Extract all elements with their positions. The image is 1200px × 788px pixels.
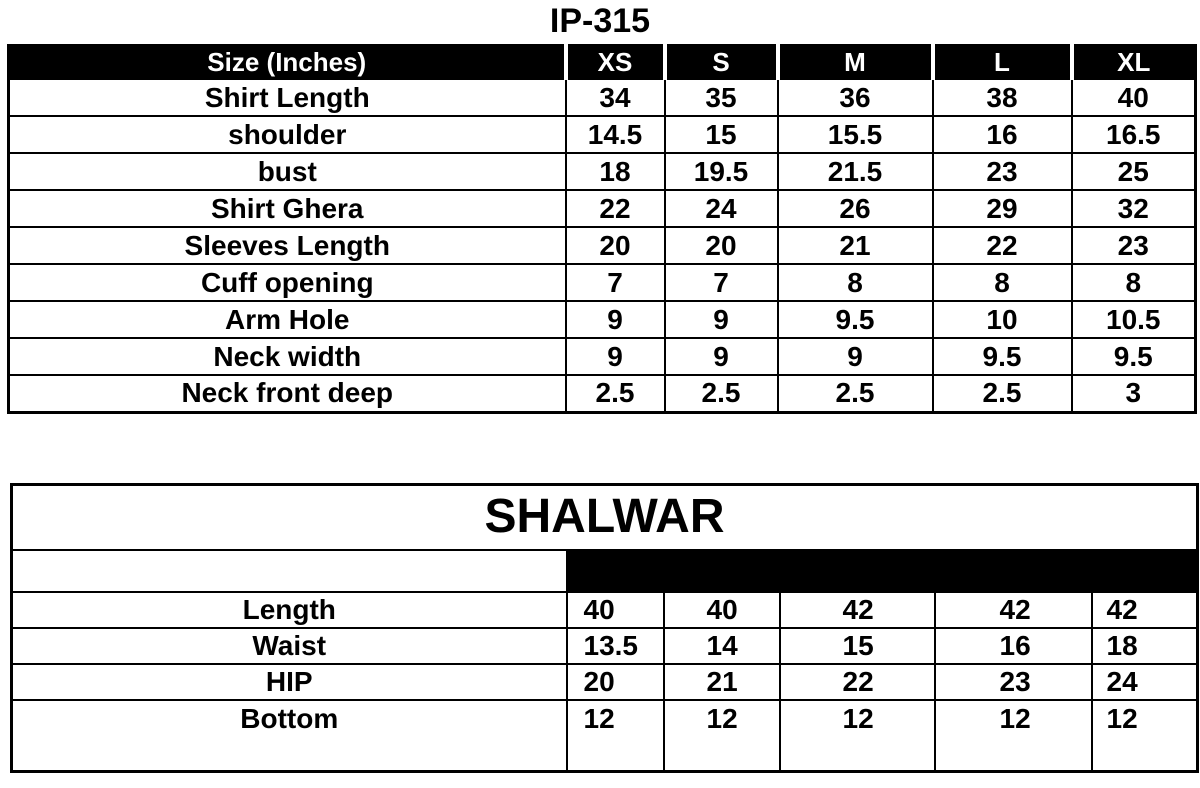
measurement-value: 24	[665, 190, 778, 227]
measurement-value: 9.5	[1072, 338, 1196, 375]
measurement-value: 12	[935, 700, 1092, 772]
measurement-value: 22	[566, 190, 665, 227]
measurement-value: 14.5	[566, 116, 665, 153]
measurement-value: 9	[566, 338, 665, 375]
blank-label-cell	[12, 550, 567, 592]
measurement-value: 42	[1092, 592, 1198, 628]
measurement-value: 21	[664, 664, 780, 700]
measurement-value: 9	[665, 338, 778, 375]
measurement-value: 12	[1092, 700, 1198, 772]
shalwar-data-rows	[12, 592, 1198, 772]
measurement-row	[9, 116, 1196, 153]
measurement-value: 26	[778, 190, 933, 227]
measurement-value: 12	[664, 700, 780, 772]
shirt-table-body	[9, 79, 1196, 412]
measurement-value: 15	[665, 116, 778, 153]
measurement-value: 16	[935, 628, 1092, 664]
measurement-label: bust	[9, 153, 566, 190]
measurement-value: 29	[933, 190, 1072, 227]
measurement-row	[9, 190, 1196, 227]
measurement-row	[9, 227, 1196, 264]
measurement-row	[12, 700, 1198, 772]
shirt-size-table	[7, 44, 1197, 414]
blank-header-cell	[1092, 550, 1198, 592]
measurement-value: 7	[566, 264, 665, 301]
measurement-label: Shirt Length	[9, 79, 566, 116]
measurement-row	[9, 79, 1196, 116]
measurement-label: Waist	[12, 628, 567, 664]
measurement-value: 42	[935, 592, 1092, 628]
measurement-value: 9	[665, 301, 778, 338]
measurement-value: 16	[933, 116, 1072, 153]
measurement-value: 25	[1072, 153, 1196, 190]
measurement-value: 8	[778, 264, 933, 301]
measurement-value: 12	[780, 700, 935, 772]
measurement-label: Arm Hole	[9, 301, 566, 338]
measurement-value: 21.5	[778, 153, 933, 190]
measurement-value: 24	[1092, 664, 1198, 700]
measurement-label: Bottom	[12, 700, 567, 772]
measurement-row	[9, 301, 1196, 338]
measurement-label: Sleeves Length	[9, 227, 566, 264]
measurement-label: Cuff opening	[9, 264, 566, 301]
measurement-value: 42	[780, 592, 935, 628]
measurement-row	[12, 592, 1198, 628]
measurement-value: 16.5	[1072, 116, 1196, 153]
measurement-value: 8	[1072, 264, 1196, 301]
measurement-value: 2.5	[665, 375, 778, 412]
blank-header-cell	[780, 550, 935, 592]
measurement-label: Length	[12, 592, 567, 628]
measurement-value: 22	[933, 227, 1072, 264]
measurement-value: 2.5	[566, 375, 665, 412]
size-column-header-cell: L	[933, 46, 1072, 80]
measurement-label: HIP	[12, 664, 567, 700]
measurement-label: Neck front deep	[9, 375, 566, 412]
measurement-value: 7	[665, 264, 778, 301]
measurement-value: 9	[778, 338, 933, 375]
measurement-value: 34	[566, 79, 665, 116]
size-header-row	[9, 46, 1196, 80]
measurement-row	[9, 264, 1196, 301]
measurement-row	[9, 338, 1196, 375]
size-column-header-cell: S	[665, 46, 778, 80]
measurement-value: 36	[778, 79, 933, 116]
blank-header-cell	[664, 550, 780, 592]
measurement-value: 10	[933, 301, 1072, 338]
size-column-header-cell: M	[778, 46, 933, 80]
measurement-value: 32	[1072, 190, 1196, 227]
measurement-value: 20	[567, 664, 664, 700]
measurement-value: 14	[664, 628, 780, 664]
measurement-row	[9, 375, 1196, 412]
measurement-value: 20	[665, 227, 778, 264]
measurement-value: 18	[1092, 628, 1198, 664]
measurement-value: 9.5	[933, 338, 1072, 375]
measurement-value: 20	[566, 227, 665, 264]
article-code-title: IP-315	[549, 2, 651, 40]
measurement-value: 40	[567, 592, 664, 628]
measurement-value: 3	[1072, 375, 1196, 412]
blank-header-cell	[567, 550, 664, 592]
measurement-value: 18	[566, 153, 665, 190]
measurement-value: 2.5	[933, 375, 1072, 412]
size-column-header-cell: XL	[1072, 46, 1196, 80]
measurement-value: 23	[1072, 227, 1196, 264]
measurement-value: 21	[778, 227, 933, 264]
measurement-value: 13.5	[567, 628, 664, 664]
measurement-value: 9	[566, 301, 665, 338]
measurement-row	[12, 628, 1198, 664]
measurement-value: 23	[935, 664, 1092, 700]
blank-header-cell	[935, 550, 1092, 592]
measurement-value: 40	[1072, 79, 1196, 116]
measurement-value: 12	[567, 700, 664, 772]
measurement-label: Shirt Ghera	[9, 190, 566, 227]
measurement-row	[12, 664, 1198, 700]
size-units-header-cell: Size (Inches)	[9, 46, 566, 80]
measurement-value: 10.5	[1072, 301, 1196, 338]
measurement-value: 38	[933, 79, 1072, 116]
shalwar-section-title: SHALWAR	[12, 485, 1198, 550]
measurement-value: 22	[780, 664, 935, 700]
measurement-value: 15.5	[778, 116, 933, 153]
shalwar-table-body	[12, 485, 1198, 592]
measurement-value: 40	[664, 592, 780, 628]
measurement-value: 9.5	[778, 301, 933, 338]
measurement-value: 23	[933, 153, 1072, 190]
shalwar-header-row	[12, 550, 1198, 592]
measurement-value: 15	[780, 628, 935, 664]
shirt-table-header	[9, 46, 1196, 80]
measurement-label: Neck width	[9, 338, 566, 375]
shalwar-size-table	[10, 483, 1199, 773]
measurement-value: 2.5	[778, 375, 933, 412]
measurement-value: 8	[933, 264, 1072, 301]
measurement-value: 19.5	[665, 153, 778, 190]
size-column-header-cell: XS	[566, 46, 665, 80]
shalwar-title-row	[12, 485, 1198, 550]
measurement-label: shoulder	[9, 116, 566, 153]
measurement-value: 35	[665, 79, 778, 116]
measurement-row	[9, 153, 1196, 190]
